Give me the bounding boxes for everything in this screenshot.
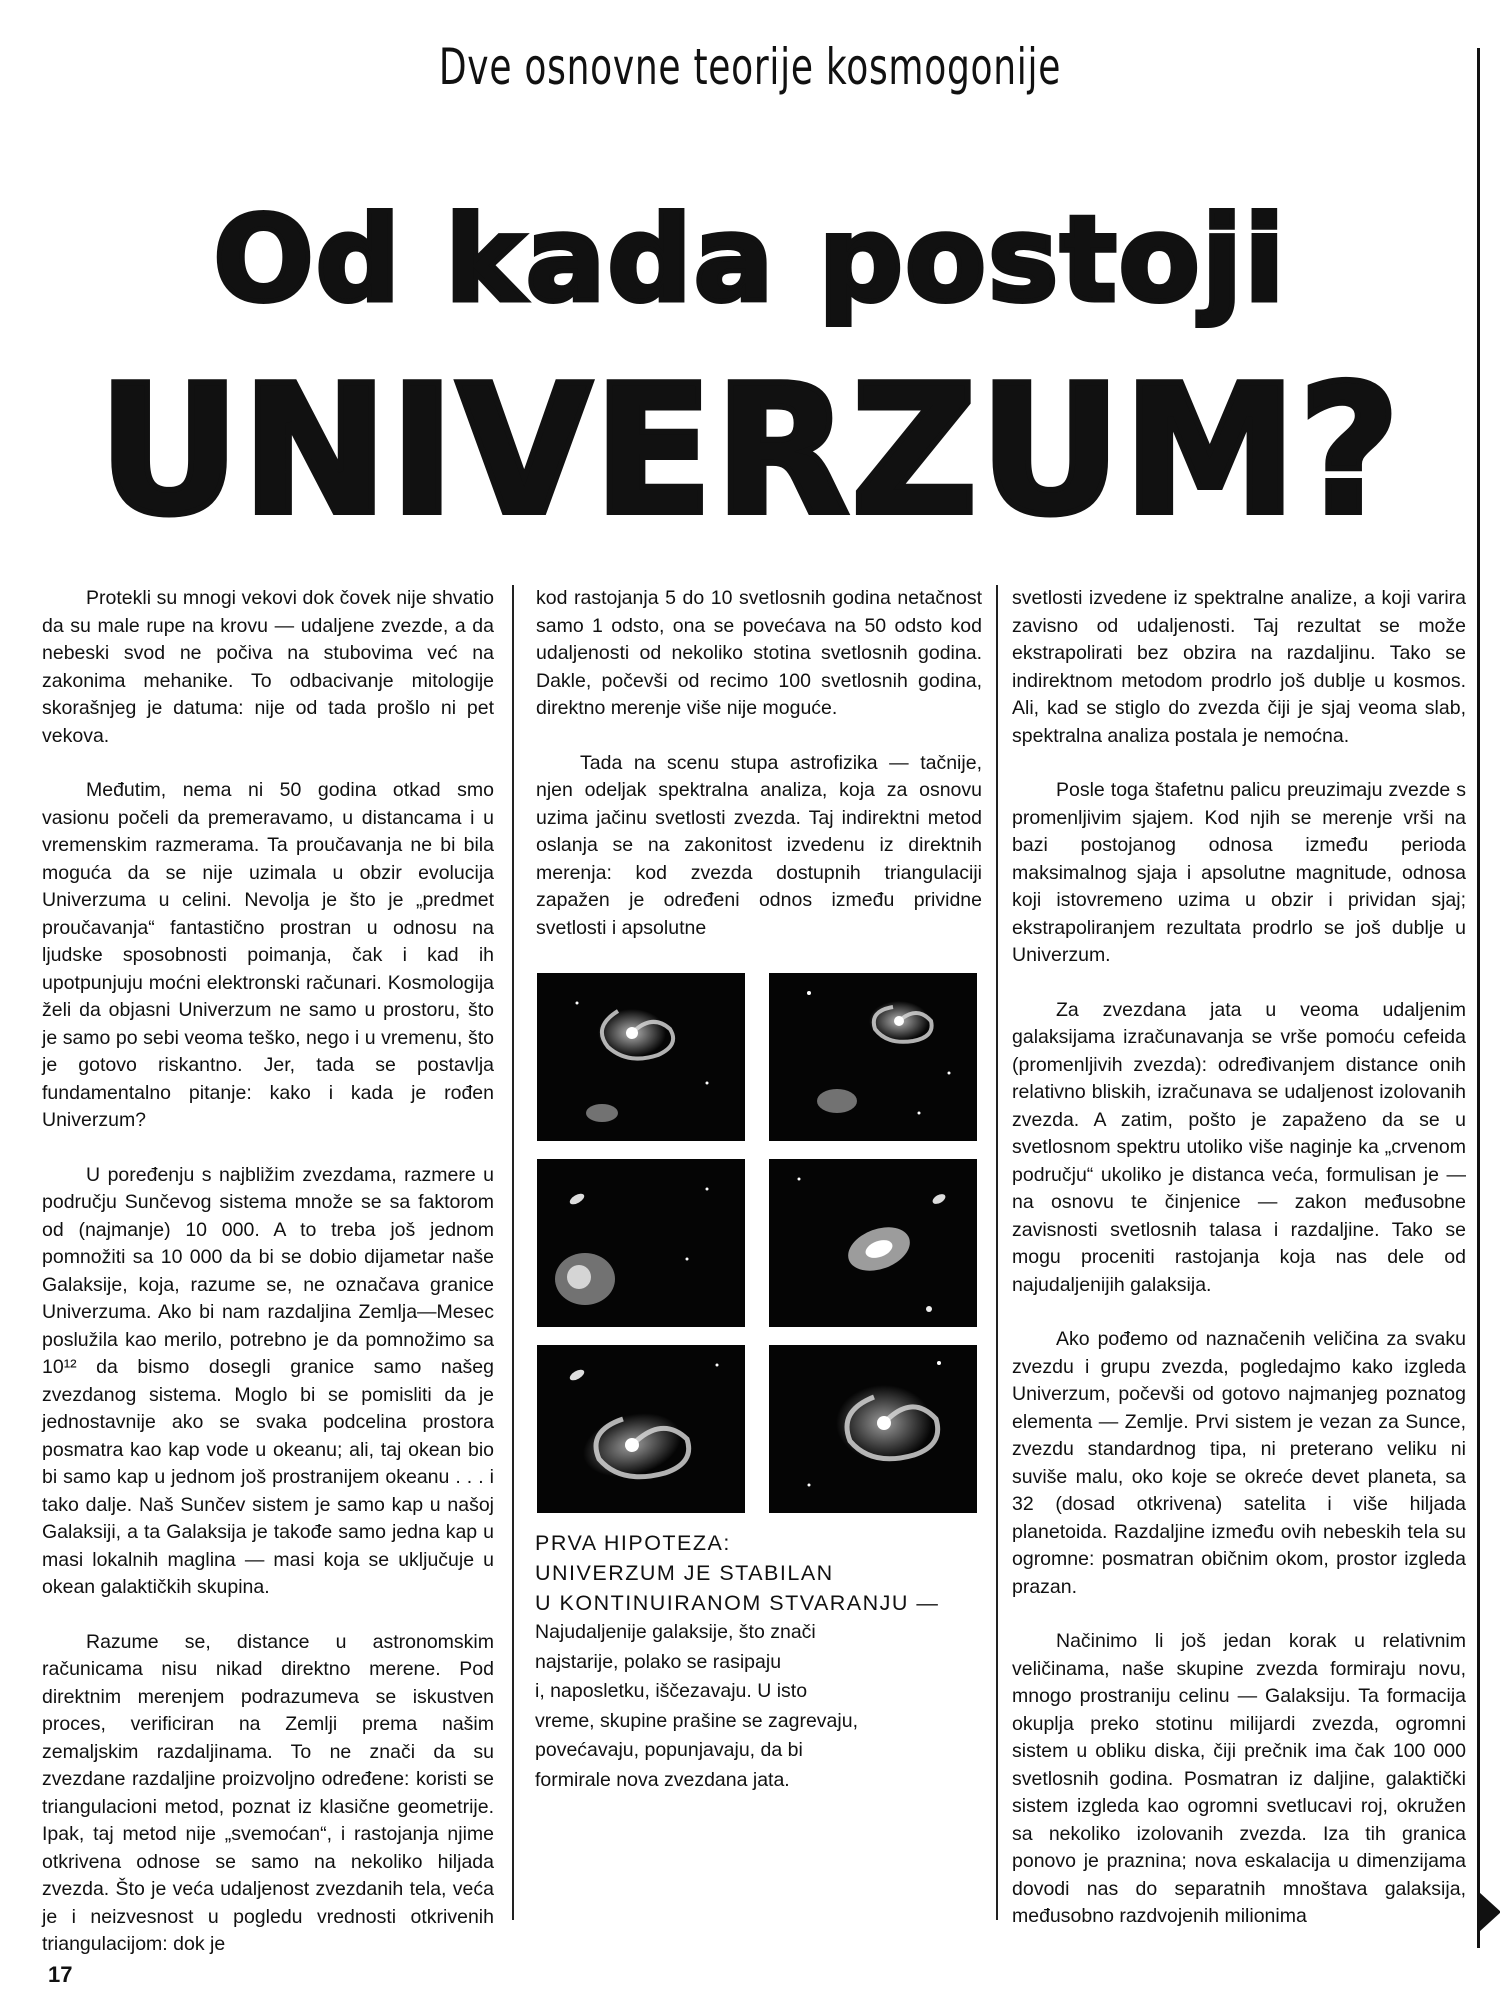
paragraph: Ako pođemo od naznačenih veličina za svaku zvezdu i grupu zvezda, pogledajmo kako izgleda Univerzum, počevši od gotovo najmanjeg poznatog elementa — Zemlje. Prvi sistem je vezan za Sunce, zvezdu standardnog tipa, ni preterano veliku ni suviše malu, oko koje se okreće devet planeta, sa 32 (dosad otkrivena) satelita i više hiljada planetoida. Razdaljine između ovih nebeskih tela su ogromne: posmatran običnim okom, prostor izgleda prazan. [1012,1328,1466,1598]
paragraph: Protekli su mnogi vekovi dok čovek nije shvatio da su male rupe na krovu — udaljene zvezde, a da nebeski svod ne počiva na stubovima već na zakonima mehanike. To odbacivanje mitologije skorašnjeg je datuma: nije od tada prošlo ni pet vekova. [42,587,494,747]
paragraph: Načinimo li još jedan korak u relativnim veličinama, naše skupine zvezda formiraju novu, mnogo prostraniju celinu — Galaksiju. Ta formacija okuplja preko stotinu milijardi zvezda, ogromni sistem u obliku diska, čiji prečnik ima čak 100 000 svetlosnih godina. Posmatran iz daljine, galaktički sistem izgleda kao ogromni svetlucavi roj, okružen sa nekoliko izolovanih zvezda. Iza tih granica ponovo je praznina; nova eskalacija u dimenzijama dovodi nas do separatnih mnoštava galaksija, međusobno razdvojenih milionima [1012,1630,1466,1927]
galaxy-photo-grid [537,973,977,1518]
photo-caption [535,1528,975,1795]
headline-line-1: Od kada postoji [213,190,1287,328]
paragraph: Posle toga štafetnu palicu preuzimaju zvezde s promenljivim sjajem. Kod njih se merenje vrši na bazi postojanog odnosa između perioda maksimalnog sjaja i apsolutne magnitude, odnosa koji istovremeno uzima u obzir i prividan sjaj; ekstrapoliranjem rezultata prodrlo se još dublje u Univerzum. [1012,779,1466,966]
continue-arrow-icon [1479,1892,1500,1932]
article-column-1 [42,585,494,1986]
galaxy-photo-spiral [537,973,745,1141]
paragraph: Međutim, nema ni 50 godina otkad smo vasionu počeli da premeravamo, u distancama i u vremenskim razmerama. Ta proučavanja ne bi bila moguća da se nije uzimala u obzir evolucija Univerzuma u celini. Nevolja je što je „predmet proučavanja“ fantastično prostran u odnosu na ljudske sposobnosti poimanja, čak i kad ih upotpunjuju moćni elektronski računari. Kosmologija želi da objasni Univerzum ne samo u prostoru, što je samo po sebi veoma teško, nego i u vremenu, što je gotovo riskantno. Jer, tada se postavlja fundamentalno pitanje: kako i kada je rođen Univerzum? [42,779,494,1131]
paragraph: Tada na scenu stupa astrofizika — tačnije, njen odeljak spektralna analiza, koja za osnovu uzima jačinu svetlosti zvezda. Taj indirektni metod oslanja se na zakonitost izvedenu iz direktnih merenja: kod zvezda dostupnih triangulaciji zapažen je određeni odnos između prividne svetlosti i apsolutne [536,751,982,939]
galaxy-photo-spiral [537,1345,745,1513]
caption-body-line: vreme, skupine prašine se zagrevaju, [535,1709,858,1732]
galaxy-photo-dust-cloud [537,1159,745,1327]
paragraph: Razume se, distance u astronomskim računicama nisu nikad direktno merene. Pod direktnim merenjem podrazumeva se iskustven proces, verificiran na Zemlji prema našim zemaljskim razdaljinama. To ne znači da su zvezdane razdaljine proizvoljno određene: koristi se triangulacioni metod, poznat iz klasične geometrije. Ipak, taj metod nije „svemoćan“, i rastojanja njime otkrivena odnose se samo na nekoliko hiljada zvezda. Što je veća udaljenost zvezdanih tela, veća je i neizvesnost u pogledu vrednosti otkrivenih triangulacijom: dok je [42,1630,494,1955]
page-edge-rule [1477,48,1480,1948]
paragraph: Za zvezdana jata u veoma udaljenim galaksijama izračunavanja se vrše pomoću cefeida (promenljivih zvezda): određivanjem distance onih relativno bliskih, izračunava se udaljenost izolovanih zvezda. A zatim, pošto je zapaženo da se u svetlosnom spektru utoliko više naginje ka „crvenom području“ ukoliko je distanca veća, formulisan je — na osnovu te činjenice — zakon međusobne zavisnosti svetlosnih talasa i razdaljine. Tako se mogu proceniti rastojanja koja nas dele od najudaljenijih galaksija. [1012,998,1466,1296]
caption-body-line: i, naposletku, iščezavaju. U isto [535,1680,808,1702]
article-column-3 [1012,585,1466,1958]
caption-body-line: najstarije, polako se rasipaju [535,1650,782,1673]
paragraph: U poređenju s najbližim zvezdama, razmere u području Sunčevog sistema množe se sa faktorom od (najmanje) 10 000. A to treba još jednom pomnožiti sa 10 000 da bi se dobio dijametar naše Galaksije, koja, razume se, ne označava granice Univerzuma. Ako bi nam razdaljina Zemlja—Mesec poslužila kao merilo, potrebno je da pomnožimo sa 10¹² da bismo dosegli granice samo našeg zvezdanog sistema. Moglo bi se pomisliti da je jednostavnije ako se svaka podcelina prostora posmatra kao kap vode u okeanu; ali, taj okean bio bi samo kap u jednom još prostranijem okeanu . . . i tako dalje. Naš Sunčev sistem je samo kap u našoj Galaksiji, a ta Galaksija je takođe samo jedna kap u masi lokalnih maglina — masi koja se uključuje u okean galaktičkih skupina. [42,1163,494,1598]
caption-body-line: povećavaju, popunjavaju, da bi [535,1739,803,1761]
column-divider [512,585,514,1920]
paragraph: kod rastojanja 5 do 10 svetlosnih godina netačnost samo 1 odsto, ona se povećava na 50 odsto kod udaljenosti od nekoliko stotina svetlosnih godina. Dakle, počevši od recimo 100 svetlosnih godina, direktno merenje više nije moguće. [536,587,982,719]
caption-body-line: Najudaljenije galaksije, što znači [535,1621,816,1643]
page-number: 17 [48,1962,73,1987]
caption-heading-line: PRVA HIPOTEZA: [535,1531,731,1555]
kicker: Dve osnovne teorije kosmogonije [438,38,1062,96]
article-column-2 [536,585,982,969]
caption-heading-line: U KONTINUIRANOM STVARANJU — [535,1591,940,1615]
galaxy-photo-elliptical [769,1159,977,1327]
caption-heading-line: UNIVERZUM JE STABILAN [535,1561,834,1585]
column-divider [996,585,998,1920]
caption-body-line: formirale nova zvezdana jata. [535,1768,790,1791]
headline-line-2: UNIVERZUM? [98,347,1402,554]
galaxy-photo-spiral [769,1345,977,1513]
galaxy-photo-spiral [769,973,977,1141]
paragraph: svetlosti izvedene iz spektralne analize, a koji varira zavisno od udaljenosti. Taj rezultat se može ekstrapolirati bez obzira na razdaljinu. Tako se indirektnom metodom prodrlo još dublje u kosmos. Ali, kad se stiglo do zvezda čiji je sjaj veoma slab, spektralna analiza postala je nemoćna. [1012,587,1466,747]
